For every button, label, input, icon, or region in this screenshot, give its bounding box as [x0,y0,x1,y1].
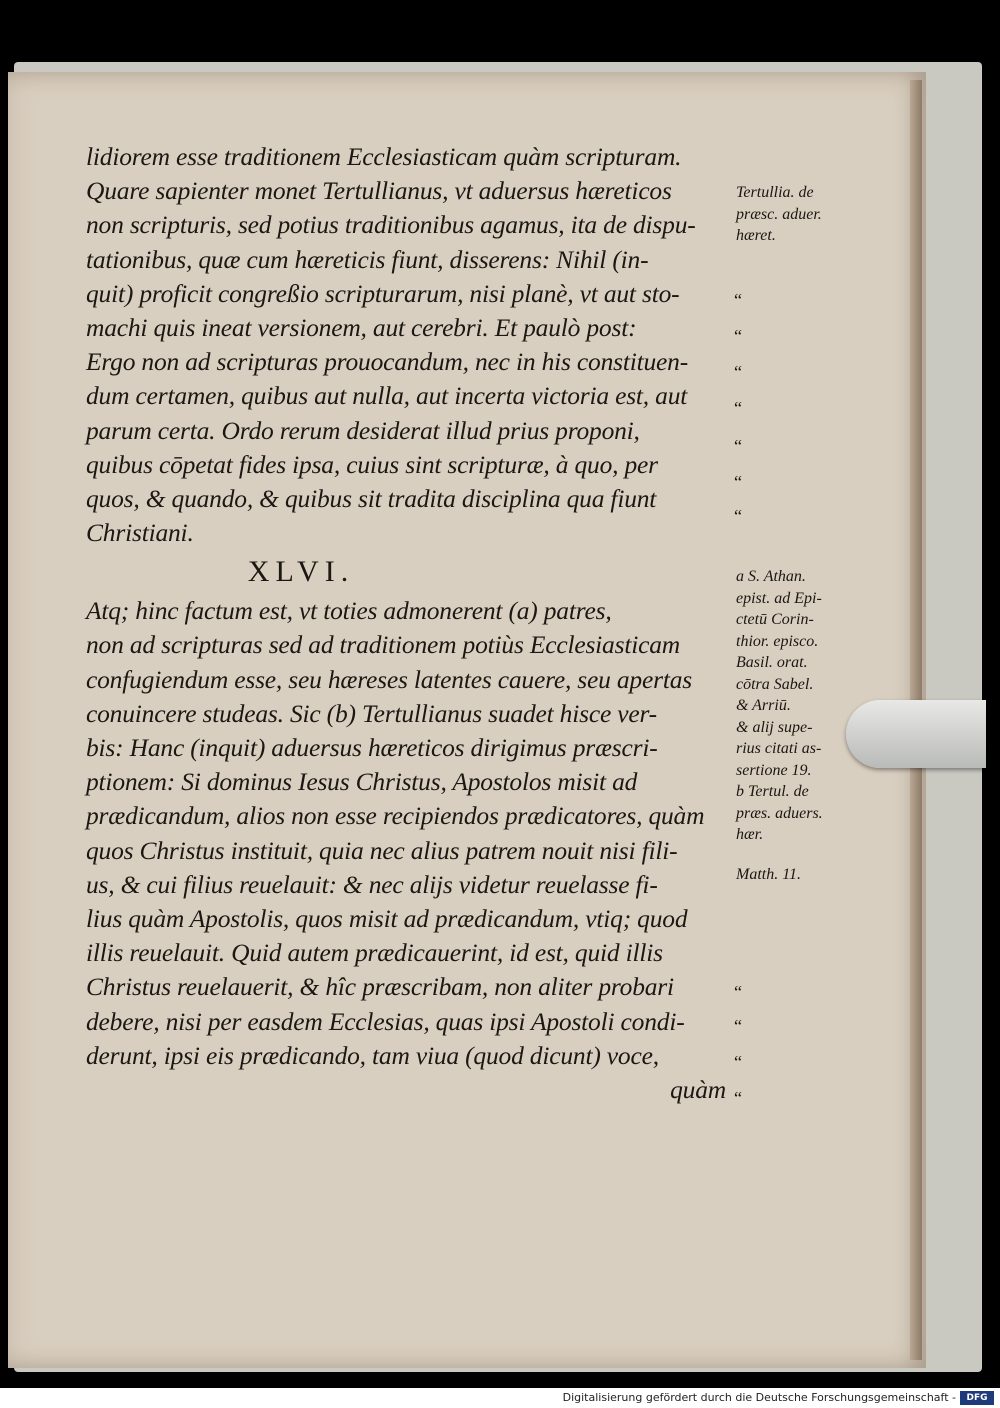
marginal-note-2 [736,566,856,885]
footer-credit: Digitalisierung gefördert durch die Deutsche Forschungsgemeinschaft - [562,1391,956,1404]
text-line: Atq; hinc factum est, vt toties admonerent (a) patres, [86,596,612,626]
text-line: illis reuelauit. Quid autem prædicauerint, id est, quid illis [86,938,663,968]
quote-mark: “ [734,290,742,310]
marginal-line: Basil. orat. [736,654,808,671]
text-line: derunt, ipsi eis prædicando, tam viua (quod dicunt) voce, [86,1040,659,1070]
marginal-note-1 [736,182,856,247]
text-line: parum certa. Ordo rerum desiderat illud prius proponi, [86,415,640,445]
text-line: Christiani. [86,518,194,548]
marginal-line: hær. [736,826,764,843]
clamp-tab [846,700,986,768]
marginal-line: epist. ad Epi- [736,589,822,607]
marginal-line: hæret. [736,227,776,244]
quote-mark: “ [734,1052,742,1072]
text-line: lidiorem esse traditionem Ecclesiasticam quàm scripturam. [86,142,682,171]
text-line: machi quis ineat versionem, aut cerebri. Et paulò post: [86,312,637,342]
quote-mark: “ [734,362,742,382]
marginal-line: Matth. 11. [736,865,802,883]
text-line: bis: Hanc (inquit) aduersus hæreticos dirigimus præscri- [86,733,658,762]
marginal-line: thior. episco. [736,632,819,650]
quote-mark: “ [734,506,742,526]
catchword: quàm [670,1074,726,1104]
text-line: confugiendum esse, seu hæreses latentes cauere, seu apertas [86,664,692,694]
text-line: Christus reuelauerit, & hîc præscribam, non aliter probari [86,972,674,1002]
marginal-line: Tertullia. de [736,184,814,201]
text-line: non scripturis, sed potius traditionibus agamus, ita de dispu- [86,210,696,240]
text-line: us, & cui filius reuelauit: & nec alijs videtur reuelasse fi- [86,869,658,899]
quote-mark: “ [734,398,742,418]
text-line: quos, & quando, & quibus sit tradita disciplina qua fiunt [86,483,657,513]
text-line: prædicandum, alios non esse recipiendos prædicatores, quàm [86,801,705,831]
text-line: ptionem: Si dominus Iesus Christus, Apostolos misit ad [86,767,638,797]
section-heading: XLVI. [247,555,355,589]
text-line: quos Christus instituit, quia nec alius patrem nouit nisi fili- [86,835,678,865]
text-line: tationibus, quæ cum hæreticis fiunt, disserens: Nihil (in- [86,244,649,274]
quote-mark: “ [734,1016,742,1036]
marginal-line: rius citati as- [736,740,822,757]
quote-mark: “ [734,436,742,456]
text-line: conuincere studeas. Sic (b) Tertullianus suadet hisce ver- [86,698,657,728]
text-line: dum certamen, quibus aut nulla, aut incerta victoria est, aut [86,381,688,411]
text-line: quit) proficit congreßio scripturarum, nisi planè, vt aut sto- [86,278,680,308]
text-line: debere, nisi per easdem Ecclesias, quas ipsi Apostoli condi- [86,1006,685,1036]
text-line: non ad scripturas sed ad traditionem potiùs Ecclesiasticam [86,630,680,660]
text-line: Ergo non ad scripturas prouocandum, nec in his constituen- [86,347,689,377]
dfg-logo: DFG [960,1391,994,1405]
main-text-block [86,140,736,1107]
quote-mark: “ [734,326,742,346]
quote-mark: “ [734,472,742,492]
text-line: lius quàm Apostolis, quos misit ad prædicandum, vtiq; quod [86,903,688,933]
marginal-line: præsc. aduer. [736,205,822,223]
marginal-line: ctetū Corin- [736,611,814,628]
marginal-line: cōtra Sabel. [736,675,814,693]
marginal-line: a S. Athan. [736,568,806,585]
marginal-line: & Arriū. [736,697,791,714]
text-line: quibus cōpetat fides ipsa, cuius sint scripturæ, à quo, per [86,449,658,479]
marginal-line: sertione 19. [736,761,812,779]
text-line: Quare sapienter monet Tertullianus, vt aduersus hæreticos [86,176,672,206]
marginal-line: præs. aduers. [736,804,823,822]
marginal-line: b Tertul. de [736,783,809,800]
marginal-line: & alij supe- [736,718,813,736]
quote-mark: “ [734,982,742,1002]
quote-mark: “ [734,1088,742,1108]
